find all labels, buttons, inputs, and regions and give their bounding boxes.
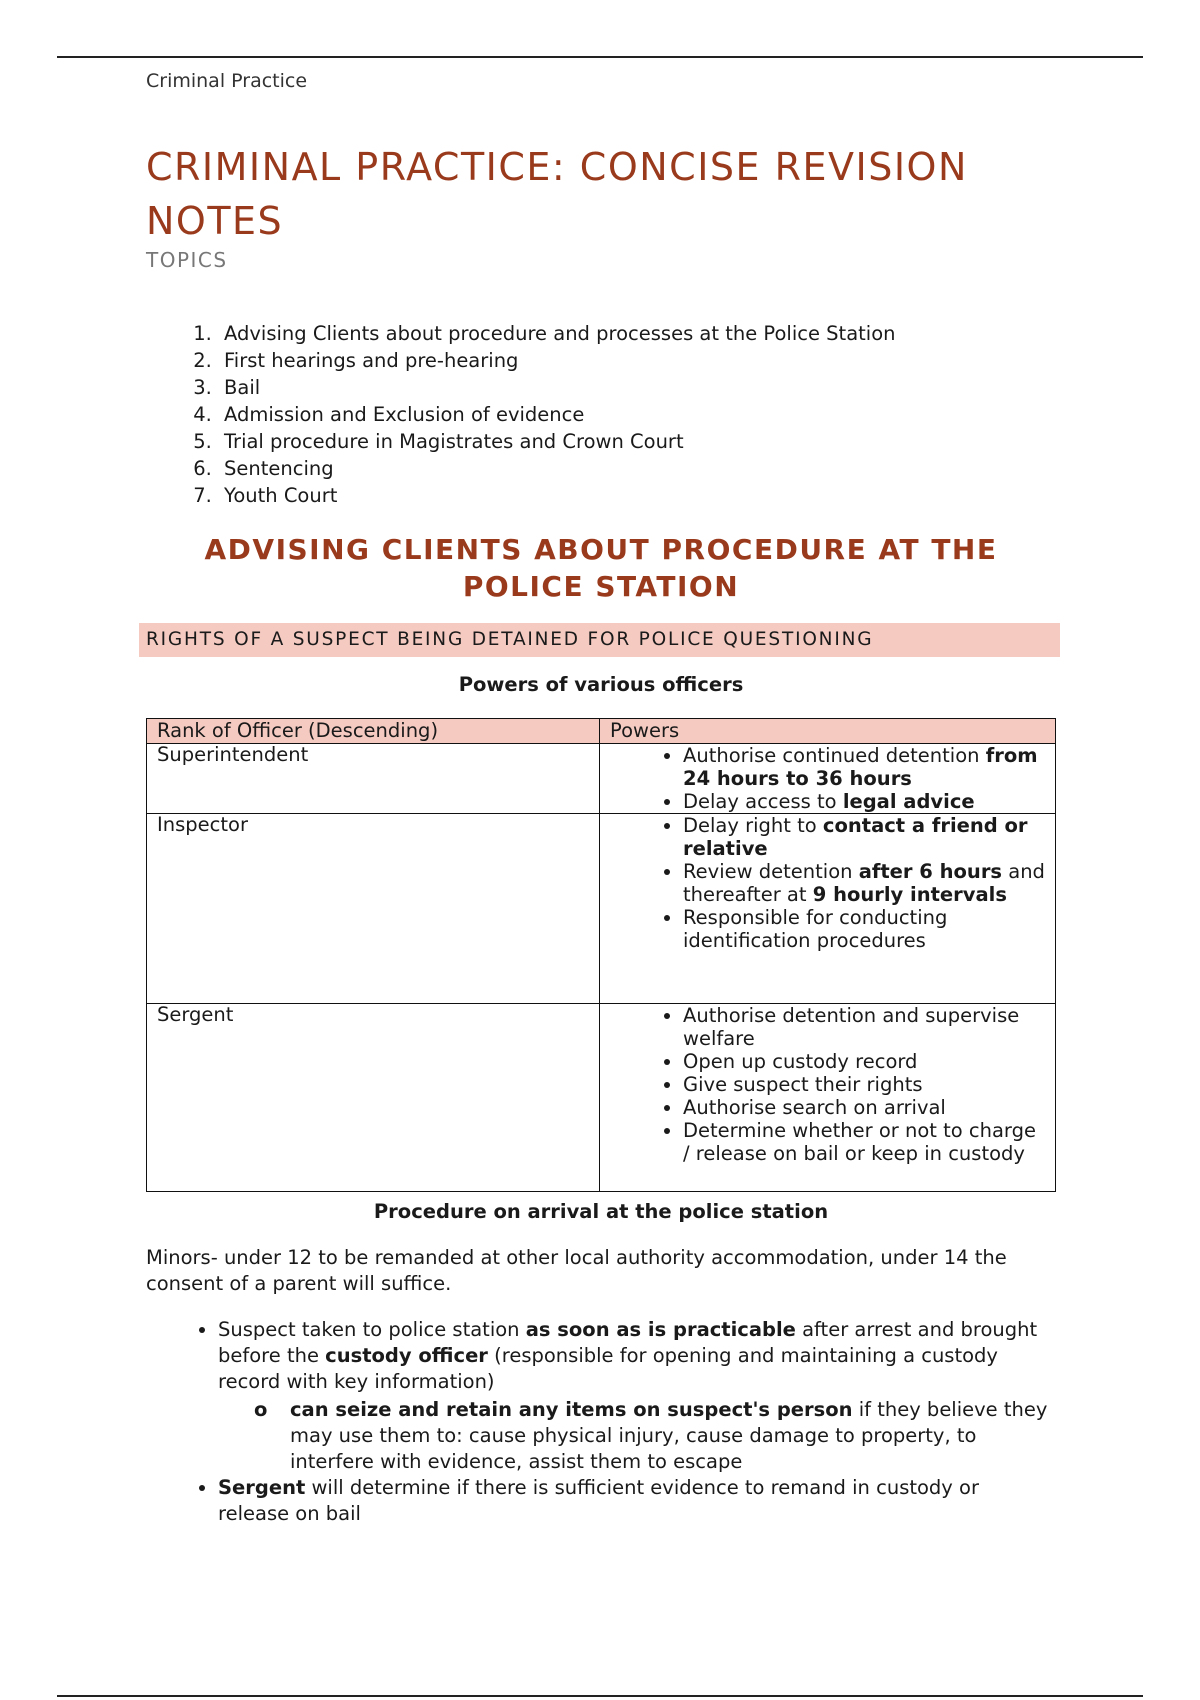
rank-cell: Inspector: [147, 814, 600, 1004]
power-item: • Authorise detention and supervise welfare: [683, 1004, 1045, 1050]
topic-item: 7. Youth Court: [218, 482, 1056, 509]
power-item: • Delay access to legal advice: [683, 790, 1045, 813]
topic-item: 1. Advising Clients about procedure and processes at the Police Station: [218, 320, 1056, 347]
officer-powers-table: [146, 718, 1056, 1192]
topic-item: 3. Bail: [218, 374, 1056, 401]
power-item: • Determine whether or not to charge / release on bail or keep in custody: [683, 1119, 1045, 1165]
table-header-row: [147, 719, 1056, 744]
topics-label: TOPICS: [146, 248, 228, 272]
topic-item: 5. Trial procedure in Magistrates and Crown Court: [218, 428, 1056, 455]
table-row: [147, 814, 1056, 1004]
section-heading: ADVISING CLIENTS ABOUT PROCEDURE AT THE POLICE STATION: [204, 533, 998, 603]
minors-paragraph: Minors- under 12 to be remanded at other local authority accommodation, under 14 the consent of a parent will suffice.: [146, 1246, 1007, 1295]
topic-item: 4. Admission and Exclusion of evidence: [218, 401, 1056, 428]
table-caption: Powers of various officers: [458, 673, 744, 696]
footer-rule: [57, 1695, 1143, 1697]
sub-list: [218, 1397, 1056, 1475]
document-title: CRIMINAL PRACTICE: CONCISE REVISION NOTES: [146, 145, 968, 243]
table-row: [147, 1004, 1056, 1192]
running-header: Criminal Practice: [146, 70, 308, 92]
powers-cell: [600, 814, 1056, 1004]
column-header-rank: Rank of Officer (Descending): [147, 719, 600, 744]
subsection-heading: RIGHTS OF A SUSPECT BEING DETAINED FOR POLICE QUESTIONING: [139, 623, 1060, 657]
rank-cell: Sergent: [147, 1004, 600, 1192]
power-item: • Delay right to contact a friend or relative: [683, 814, 1045, 860]
list-item: • Suspect taken to police station as soon as is practicable after arrest and brought before the custody officer (responsible for opening and maintaining a custody record with key information) o can seize and retain any items on suspect's person if they believe they may use them to: cause physical injury, cause damage to property, to interfere with evidence, assist them to escape: [218, 1317, 1056, 1475]
procedure-steps-list: [146, 1317, 1056, 1527]
topic-item: 6. Sentencing: [218, 455, 1056, 482]
table-row: [147, 744, 1056, 814]
sub-list-item: o can seize and retain any items on suspect's person if they believe they may use them to: cause physical injury, cause damage to property, to interfere with evidence, assist them to escape: [254, 1398, 1048, 1473]
procedure-heading: Procedure on arrival at the police station: [373, 1200, 829, 1223]
power-item: • Authorise search on arrival: [683, 1096, 1045, 1119]
power-item: • Open up custody record: [683, 1050, 1045, 1073]
power-item: • Review detention after 6 hours and thereafter at 9 hourly intervals: [683, 860, 1045, 906]
topics-list: [146, 320, 1056, 509]
power-item: • Give suspect their rights: [683, 1073, 1045, 1096]
document-body: [146, 140, 1056, 1527]
power-item: • Responsible for conducting identification procedures: [683, 906, 1045, 952]
list-item: • Sergent will determine if there is sufficient evidence to remand in custody or release on bail: [218, 1475, 1056, 1527]
power-item: • Authorise continued detention from 24 hours to 36 hours: [683, 744, 1045, 790]
powers-cell: [600, 744, 1056, 814]
powers-cell: [600, 1004, 1056, 1192]
header-rule: [57, 56, 1143, 58]
rank-cell: Superintendent: [147, 744, 600, 814]
topic-item: 2. First hearings and pre-hearing: [218, 347, 1056, 374]
sub-bullet-marker: o: [254, 1398, 268, 1421]
column-header-powers: Powers: [600, 719, 1056, 744]
